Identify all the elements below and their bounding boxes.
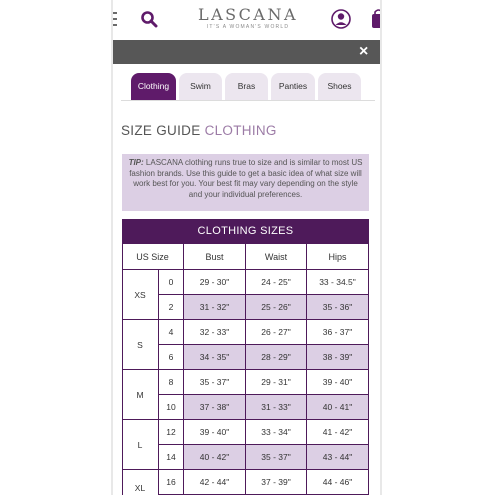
hips-value: 40 - 41" bbox=[307, 395, 369, 420]
header-waist: Waist bbox=[246, 244, 307, 270]
waist-value: 37 - 39" bbox=[246, 470, 307, 495]
header-bust: Bust bbox=[184, 244, 246, 270]
search-icon[interactable] bbox=[140, 10, 158, 28]
tip-label: TIP: bbox=[128, 158, 144, 167]
waist-value: 26 - 27" bbox=[246, 320, 307, 345]
tip-box bbox=[122, 154, 369, 211]
header-us-size: US Size bbox=[122, 244, 184, 270]
hips-value: 39 - 40" bbox=[307, 370, 369, 395]
bust-value: 35 - 37" bbox=[184, 370, 246, 395]
bust-value: 31 - 32" bbox=[184, 295, 246, 320]
waist-value: 25 - 26" bbox=[246, 295, 307, 320]
account-icon[interactable] bbox=[331, 9, 351, 29]
size-number: 8 bbox=[159, 370, 184, 395]
size-number: 2 bbox=[159, 295, 184, 320]
site-header bbox=[113, 0, 380, 38]
menu-icon[interactable] bbox=[113, 12, 117, 26]
hips-value: 43 - 44" bbox=[307, 445, 369, 470]
hips-value: 33 - 34.5" bbox=[307, 270, 369, 295]
size-number: 4 bbox=[159, 320, 184, 345]
size-label: S bbox=[122, 320, 159, 370]
page-edge-right bbox=[380, 0, 382, 495]
table-caption: CLOTHING SIZES bbox=[122, 219, 369, 244]
title-accent: CLOTHING bbox=[204, 123, 277, 138]
tab-shoes[interactable]: Shoes bbox=[318, 73, 361, 100]
bust-value: 37 - 38" bbox=[184, 395, 246, 420]
page-title bbox=[121, 123, 277, 138]
bust-value: 39 - 40" bbox=[184, 420, 246, 445]
mobile-viewport bbox=[113, 0, 380, 495]
bust-value: 34 - 35" bbox=[184, 345, 246, 370]
hips-value: 38 - 39" bbox=[307, 345, 369, 370]
waist-value: 29 - 31" bbox=[246, 370, 307, 395]
waist-value: 24 - 25" bbox=[246, 270, 307, 295]
size-number: 16 bbox=[159, 470, 184, 495]
tip-text: LASCANA clothing runs true to size and is similar to most US fashion brands. Use this guide to get a basic idea of what size will work best for you. Your best fit may vary depending on the style and your individual preferences. bbox=[129, 158, 363, 199]
bust-value: 29 - 30" bbox=[184, 270, 246, 295]
tab-swim[interactable]: Swim bbox=[179, 73, 222, 100]
title-prefix: SIZE GUIDE bbox=[121, 123, 201, 138]
tab-clothing[interactable]: Clothing bbox=[131, 73, 176, 100]
waist-value: 33 - 34" bbox=[246, 420, 307, 445]
hips-value: 44 - 46" bbox=[307, 470, 369, 495]
header-hips: Hips bbox=[307, 244, 369, 270]
size-label: M bbox=[122, 370, 159, 420]
brand-tagline: IT'S A WOMAN'S WORLD bbox=[206, 24, 290, 30]
size-number: 12 bbox=[159, 420, 184, 445]
waist-value: 31 - 33" bbox=[246, 395, 307, 420]
brand-name: LASCANA bbox=[198, 5, 298, 24]
bust-value: 42 - 44" bbox=[184, 470, 246, 495]
bust-value: 40 - 42" bbox=[184, 445, 246, 470]
size-label: XL bbox=[122, 470, 159, 495]
cart-icon[interactable] bbox=[371, 8, 380, 28]
close-button[interactable]: × bbox=[359, 43, 369, 60]
tab-bras[interactable]: Bras bbox=[225, 73, 268, 100]
size-number: 6 bbox=[159, 345, 184, 370]
modal-header-bar bbox=[113, 40, 380, 64]
waist-value: 35 - 37" bbox=[246, 445, 307, 470]
hips-value: 35 - 36" bbox=[307, 295, 369, 320]
hips-value: 41 - 42" bbox=[307, 420, 369, 445]
tabs-divider bbox=[121, 100, 375, 101]
hips-value: 36 - 37" bbox=[307, 320, 369, 345]
size-number: 10 bbox=[159, 395, 184, 420]
bust-value: 32 - 33" bbox=[184, 320, 246, 345]
size-label: XS bbox=[122, 270, 159, 320]
size-number: 0 bbox=[159, 270, 184, 295]
tab-panties[interactable]: Panties bbox=[271, 73, 315, 100]
brand-logo[interactable] bbox=[188, 6, 308, 30]
waist-value: 28 - 29" bbox=[246, 345, 307, 370]
size-label: L bbox=[122, 420, 159, 470]
size-number: 14 bbox=[159, 445, 184, 470]
